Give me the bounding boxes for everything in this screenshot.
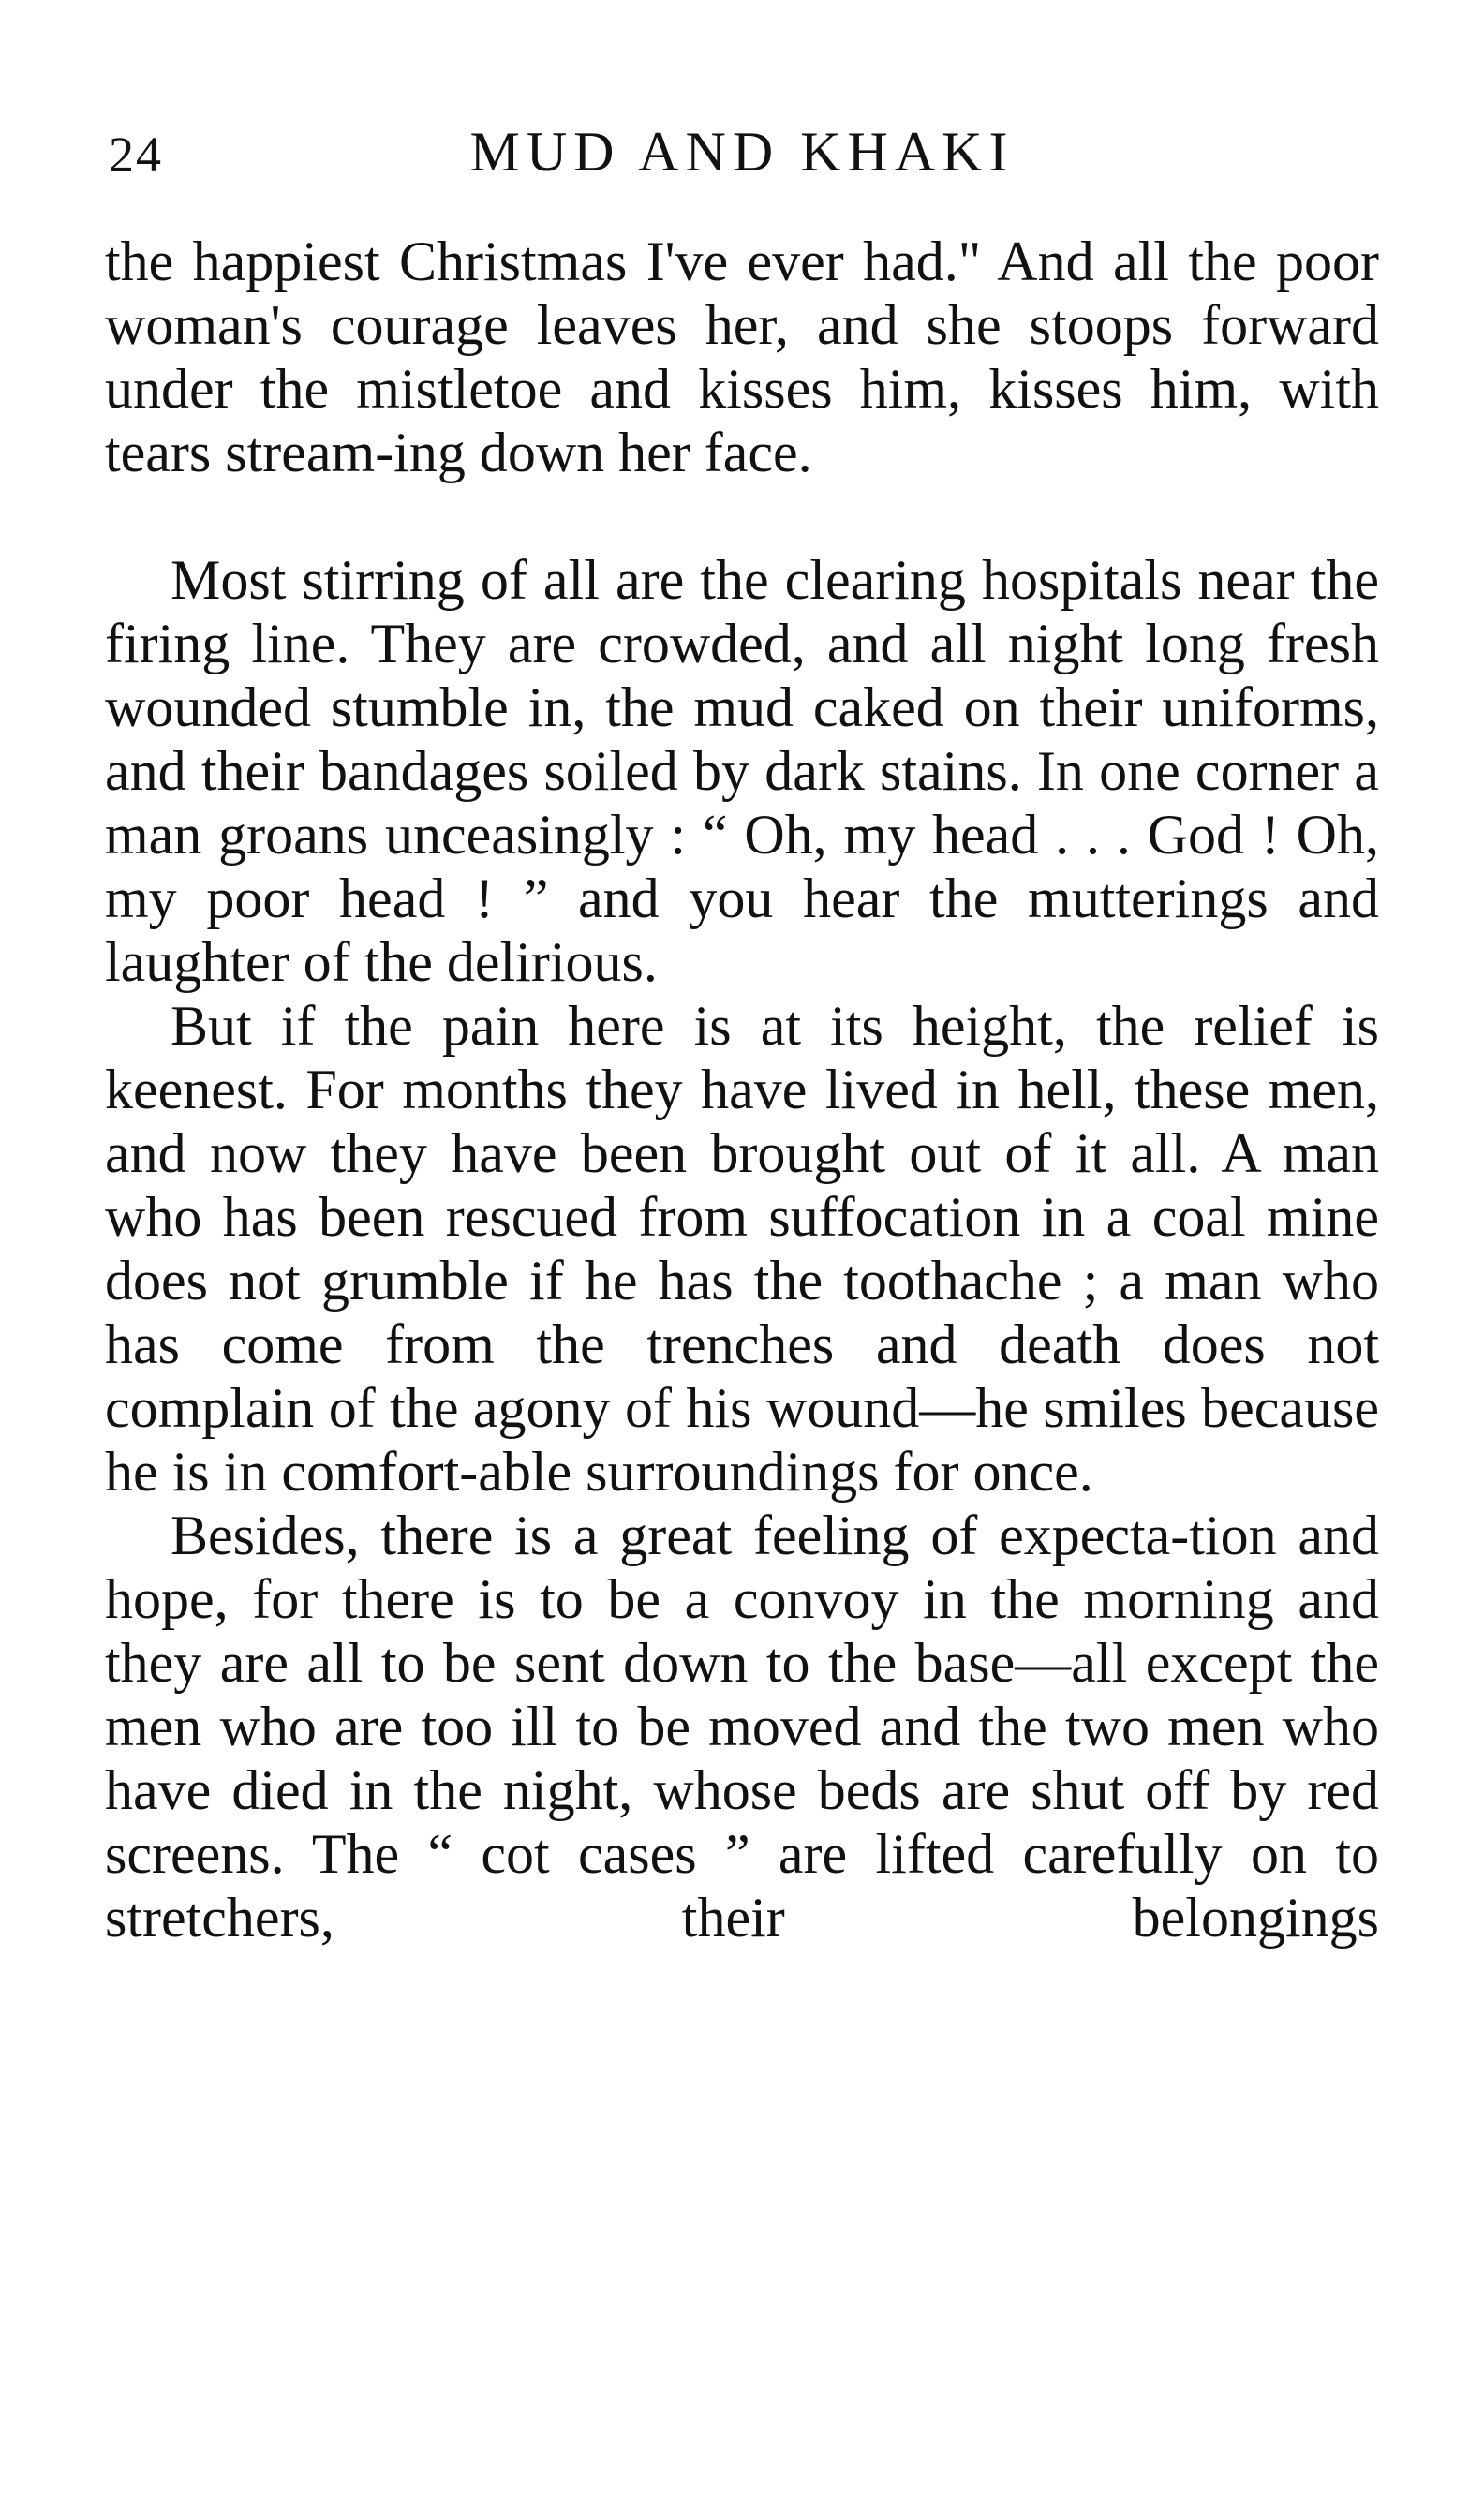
page-number: 24 [109, 126, 163, 183]
paragraph-clearing-hospitals: Most stirring of all are the clearing hospitals near the firing line. They are crowded, and all night long fresh wounded stumble in, the mud caked on their uniforms, and their bandages soiled by dark stains. In one corner a man groans unceasingly : “ Oh, my head . . . God ! Oh, my poor head ! ” and you hear the mutterings and laughter of the delirious. [105, 549, 1379, 993]
body-text [105, 230, 1379, 1949]
paragraph-continuation: the happiest Christmas I've ever had." And all the poor woman's courage leaves her, and she stoops forward under the mistletoe and kisses him, kisses him, with tears stream-ing down her face. [105, 230, 1379, 483]
running-head [105, 120, 1379, 195]
paragraph-convoy: Besides, there is a great feeling of expecta-tion and hope, for there is to be a convoy in the morning and they are all to be sent down to the base—all except the men who are too ill to be moved and the two men who have died in the night, whose beds are shut off by red screens. The “ cot cases ” are lifted carefully on to stretchers, their belongings [105, 1505, 1379, 1949]
paragraph-relief: But if the pain here is at its height, the relief is keenest. For months they have lived in hell, these men, and now they have been brought out of it all. A man who has been rescued from suffocation in a coal mine does not grumble if he has the toothache ; a man who has come from the trenches and death does not complain of the agony of his wound—he smiles because he is in comfort-able surroundings for once. [105, 995, 1379, 1503]
book-title: MUD AND KHAKI [469, 121, 1015, 183]
